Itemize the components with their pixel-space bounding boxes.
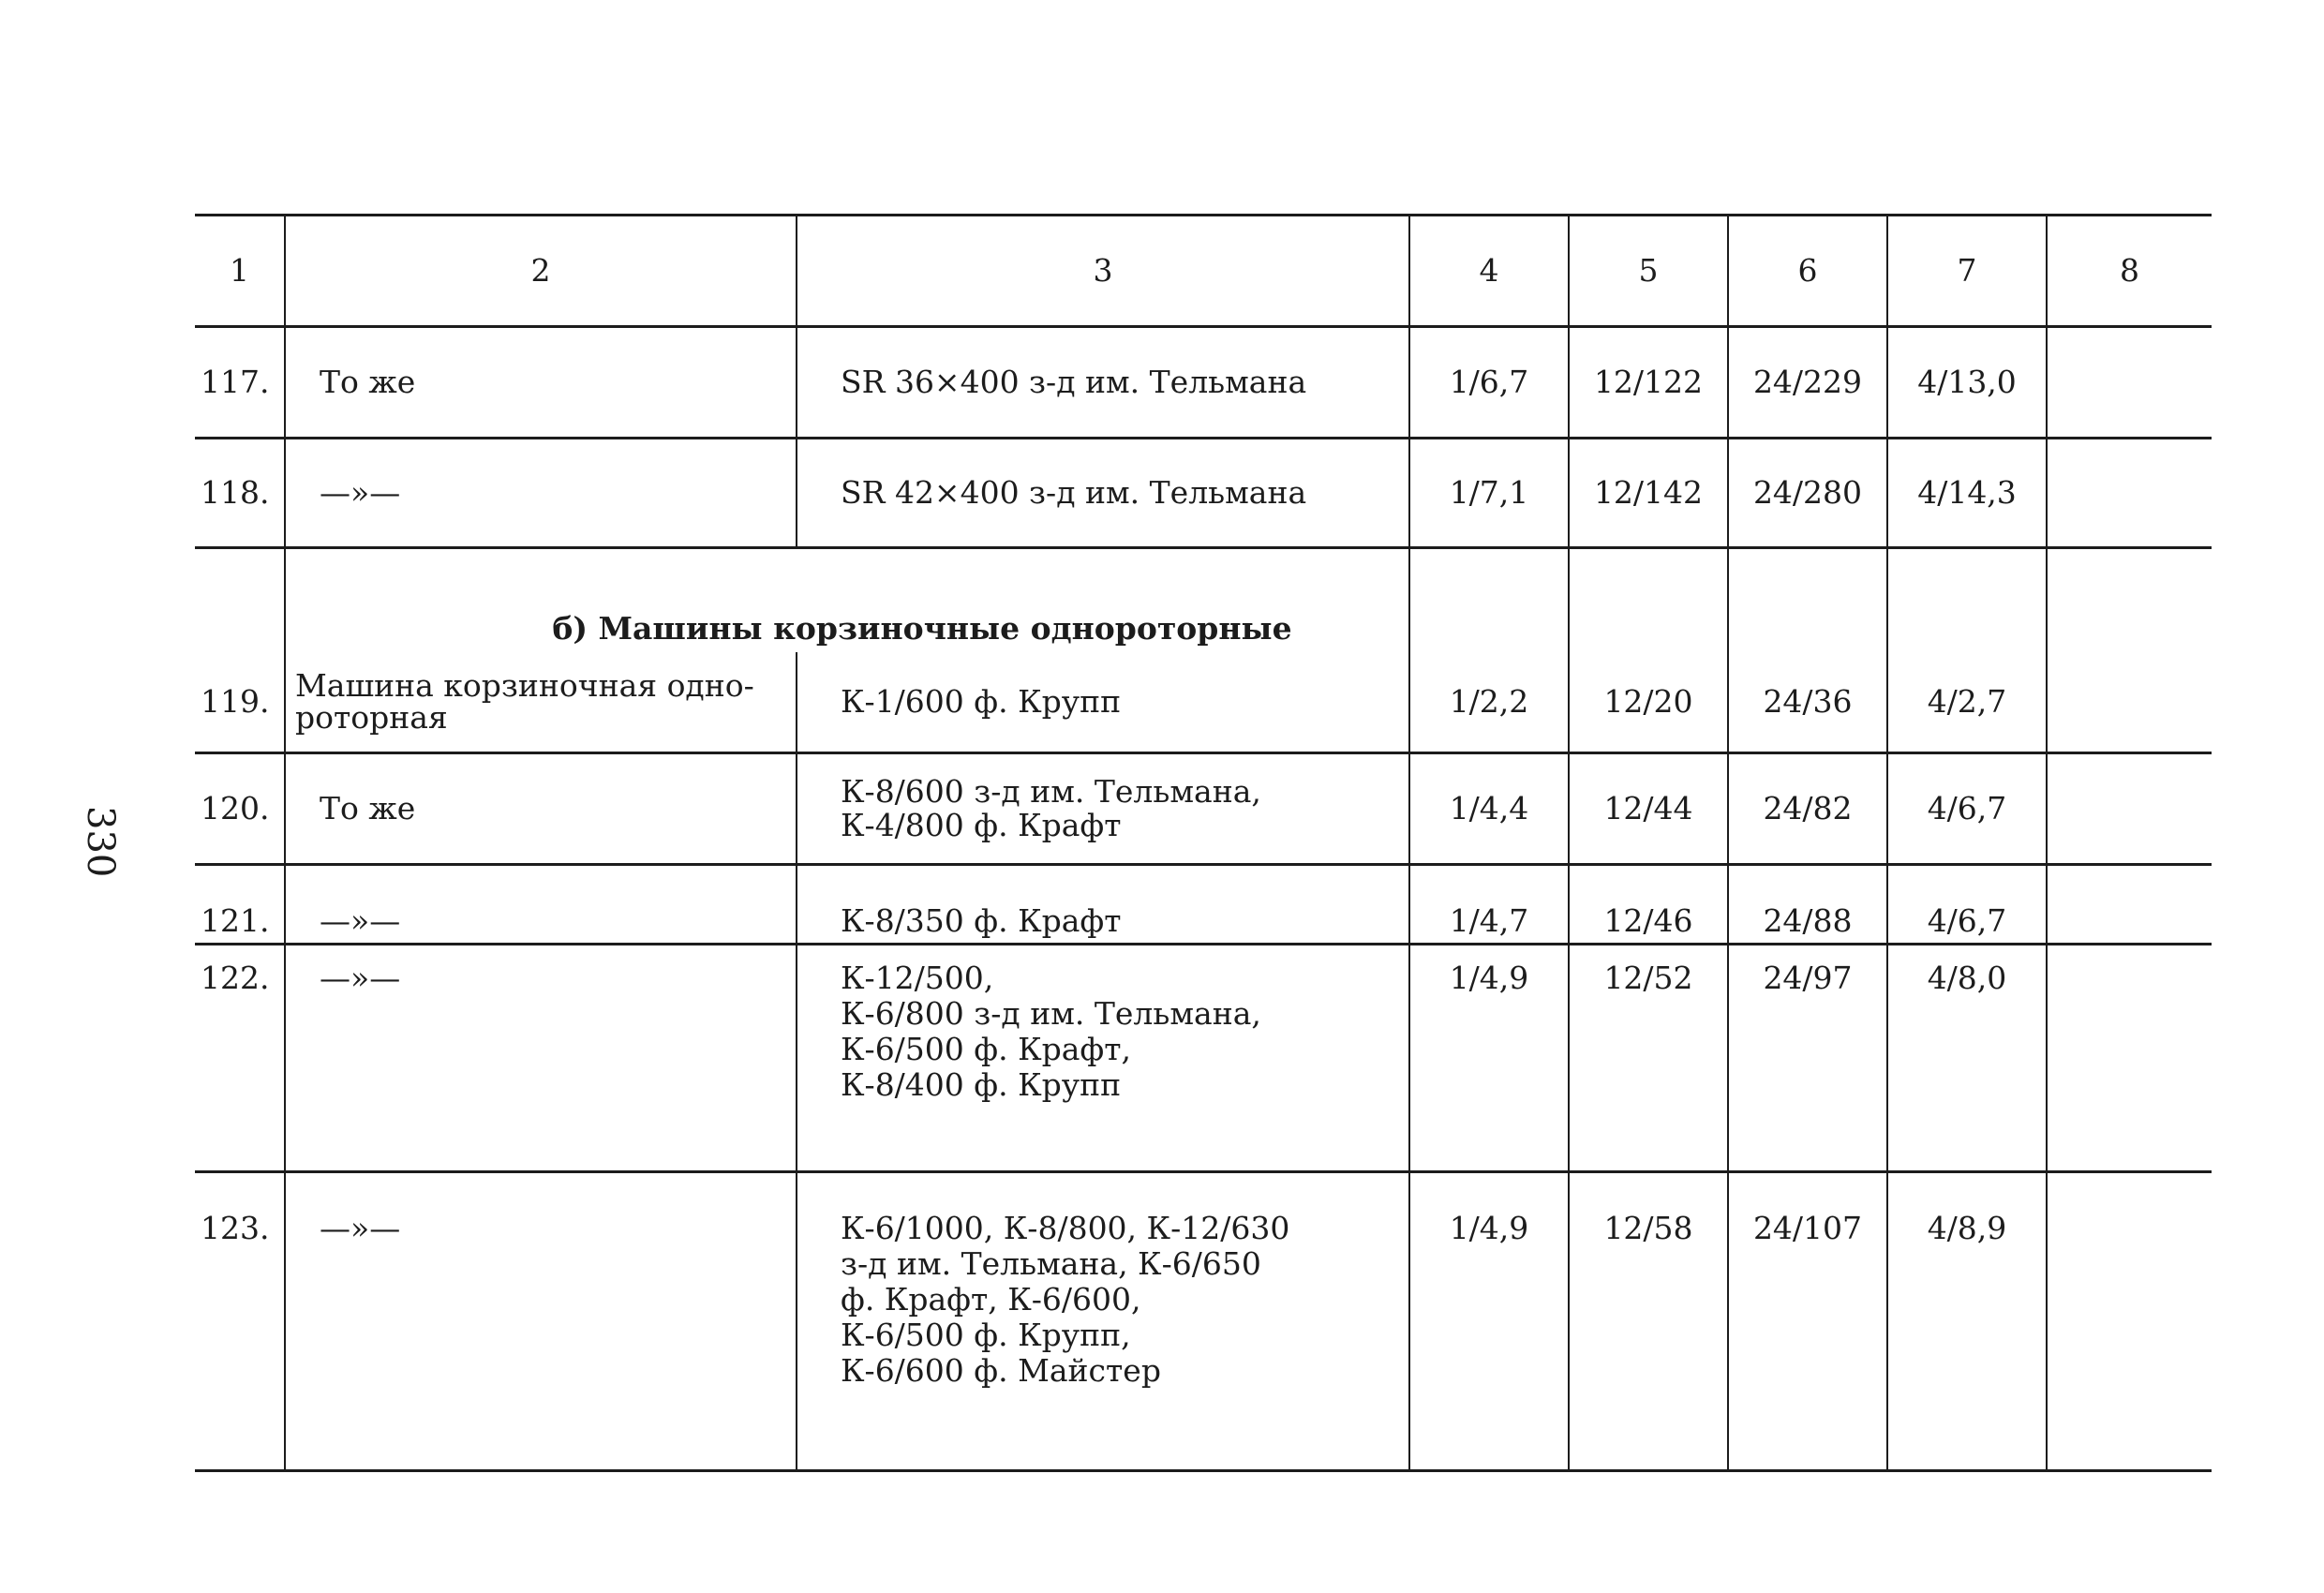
- row-col7: 4/6,7: [1887, 865, 2047, 945]
- row-col8: [2047, 753, 2212, 865]
- row-name: То же: [285, 327, 797, 439]
- empty-cell: [2047, 548, 2212, 653]
- row-col4: 1/4,4: [1409, 753, 1569, 865]
- row-number: 121.: [195, 865, 285, 945]
- row-number: 117.: [195, 327, 285, 439]
- table-row: [195, 945, 2212, 1172]
- row-model: SR 36×400 з-д им. Тельмана: [797, 327, 1409, 439]
- row-col7: 4/8,0: [1887, 945, 2047, 1172]
- row-col7: 4/2,7: [1887, 652, 2047, 753]
- table-row: [195, 327, 2212, 439]
- column-header-5: 5: [1569, 216, 1728, 327]
- empty-cell: [1409, 548, 1569, 653]
- row-col5: 12/142: [1569, 439, 1728, 548]
- row-number: 120.: [195, 753, 285, 865]
- empty-cell: [1887, 548, 2047, 653]
- page-number: 330: [79, 806, 122, 878]
- row-col8: [2047, 865, 2212, 945]
- column-header-3: 3: [797, 216, 1409, 327]
- empty-cell: [1728, 548, 1887, 653]
- row-col7: 4/6,7: [1887, 753, 2047, 865]
- row-name: —»—: [285, 945, 797, 1172]
- row-col4: 1/7,1: [1409, 439, 1569, 548]
- row-col6: 24/88: [1728, 865, 1887, 945]
- column-header-2: 2: [285, 216, 797, 327]
- row-col4: 1/6,7: [1409, 327, 1569, 439]
- table-row: [195, 439, 2212, 548]
- column-header-1: 1: [195, 216, 285, 327]
- row-number: 123.: [195, 1172, 285, 1471]
- row-name: —»—: [285, 439, 797, 548]
- row-col4: 1/4,9: [1409, 945, 1569, 1172]
- table-row: [195, 753, 2212, 865]
- row-col6: 24/36: [1728, 652, 1887, 753]
- row-name: —»—: [285, 1172, 797, 1471]
- row-col6: 24/107: [1728, 1172, 1887, 1471]
- row-model: К-1/600 ф. Крупп: [797, 652, 1409, 753]
- row-model: К-8/600 з-д им. Тельмана, К-4/800 ф. Крафт: [797, 753, 1409, 865]
- empty-cell: [1569, 548, 1728, 653]
- row-model: К-6/1000, К-8/800, К-12/630 з-д им. Тельмана, К-6/650 ф. Крафт, К-6/600, К-6/500 ф. Крупп, К-6/600 ф. Майстер: [797, 1172, 1409, 1471]
- section-heading: б) Машины корзиночные однороторные: [285, 548, 1409, 653]
- row-col5: 12/122: [1569, 327, 1728, 439]
- column-header-4: 4: [1409, 216, 1569, 327]
- row-number: 119.: [195, 652, 285, 753]
- row-col7: 4/8,9: [1887, 1172, 2047, 1471]
- row-col5: 12/44: [1569, 753, 1728, 865]
- row-name: То же: [285, 753, 797, 865]
- row-model: К-12/500, К-6/800 з-д им. Тельмана, К-6/500 ф. Крафт, К-8/400 ф. Крупп: [797, 945, 1409, 1172]
- row-col7: 4/14,3: [1887, 439, 2047, 548]
- row-col8: [2047, 327, 2212, 439]
- column-header-6: 6: [1728, 216, 1887, 327]
- table-row: [195, 1172, 2212, 1471]
- row-name: Машина корзиночная одно- роторная: [285, 652, 797, 753]
- row-col4: 1/4,7: [1409, 865, 1569, 945]
- row-col5: 12/20: [1569, 652, 1728, 753]
- row-col5: 12/58: [1569, 1172, 1728, 1471]
- section-number-cell: [195, 548, 285, 653]
- row-model: К-8/350 ф. Крафт: [797, 865, 1409, 945]
- row-col8: [2047, 1172, 2212, 1471]
- row-col4: 1/2,2: [1409, 652, 1569, 753]
- row-col8: [2047, 652, 2212, 753]
- row-col5: 12/46: [1569, 865, 1728, 945]
- row-number: 118.: [195, 439, 285, 548]
- row-col5: 12/52: [1569, 945, 1728, 1172]
- row-col7: 4/13,0: [1887, 327, 2047, 439]
- header-row: [195, 216, 2212, 327]
- row-col6: 24/229: [1728, 327, 1887, 439]
- section-heading-row: [195, 548, 2212, 653]
- row-model: SR 42×400 з-д им. Тельмана: [797, 439, 1409, 548]
- row-col6: 24/280: [1728, 439, 1887, 548]
- row-col8: [2047, 945, 2212, 1172]
- row-col4: 1/4,9: [1409, 1172, 1569, 1471]
- row-number: 122.: [195, 945, 285, 1172]
- table-row: [195, 652, 2212, 753]
- row-col8: [2047, 439, 2212, 548]
- column-header-8: 8: [2047, 216, 2212, 327]
- table-row: [195, 865, 2212, 945]
- row-name: —»—: [285, 865, 797, 945]
- row-col6: 24/97: [1728, 945, 1887, 1172]
- column-header-7: 7: [1887, 216, 2047, 327]
- row-col6: 24/82: [1728, 753, 1887, 865]
- specification-table: [195, 214, 2212, 1472]
